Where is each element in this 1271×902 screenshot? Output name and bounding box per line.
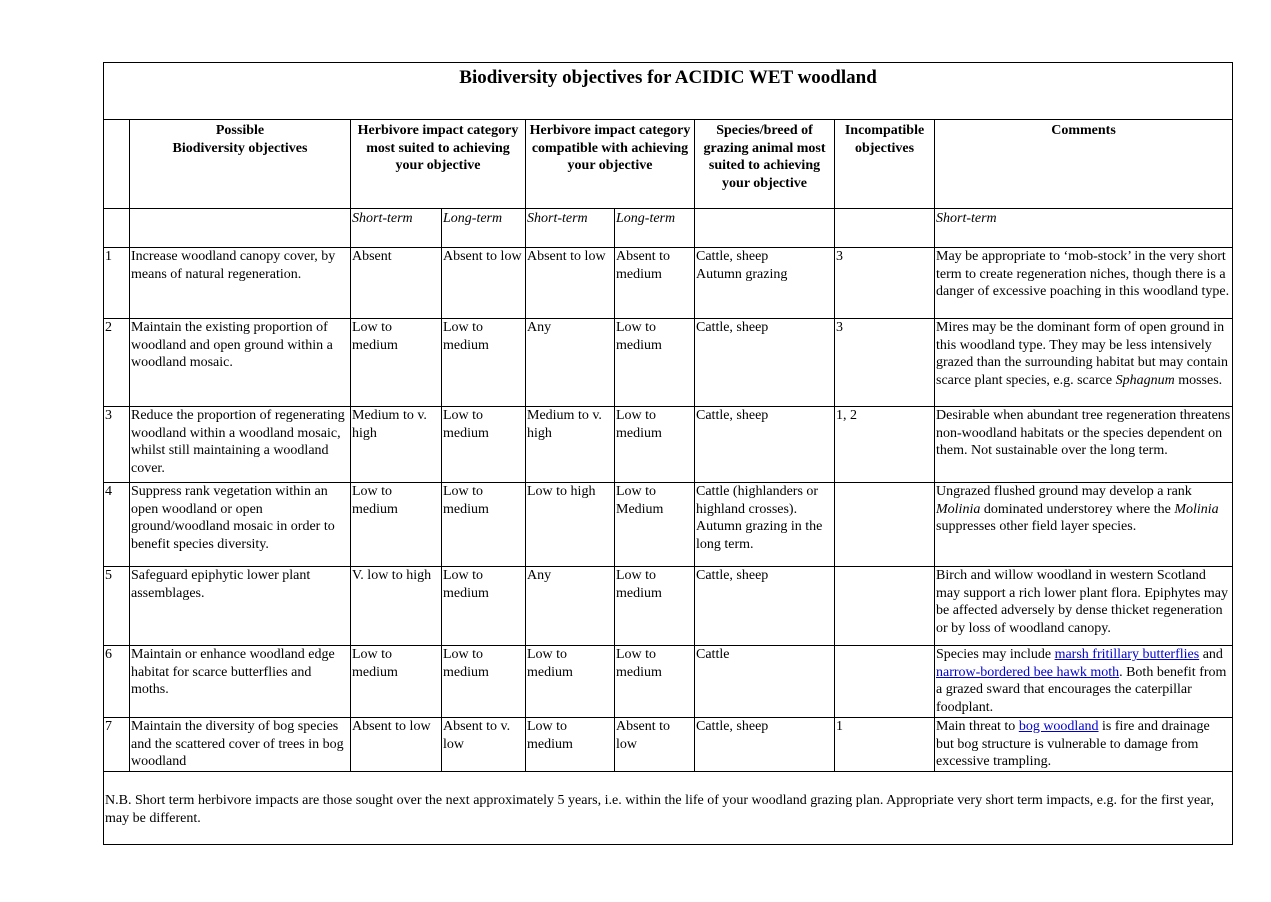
most-short-cell: Absent to low <box>351 718 442 772</box>
most-short-cell: V. low to high <box>351 567 442 646</box>
comment-cell: Birch and willow woodland in western Scotland may support a rich lower plant flora. Epiphytes may be affected adversely by dense thicket regeneration or by loss of woodland canopy. <box>935 567 1233 646</box>
comp-short-cell: Low to medium <box>526 646 615 718</box>
comment-cell: May be appropriate to ‘mob-stock’ in the very short term to create regeneration niches, though there is a danger of excessive poaching in this woodland type. <box>935 248 1233 319</box>
table-title: Biodiversity objectives for ACIDIC WET woodland <box>104 63 1233 120</box>
comment-cell <box>935 718 1233 772</box>
subheader-empty <box>695 209 835 248</box>
most-short-cell: Low to medium <box>351 483 442 567</box>
table-row <box>104 646 1233 718</box>
subheader-most-short: Short-term <box>351 209 442 248</box>
comment-text: suppresses other field layer species. <box>936 519 1137 535</box>
species-cell: Cattle <box>695 646 835 718</box>
species-cell: Cattle, sheep <box>695 319 835 407</box>
comp-short-cell: Any <box>526 319 615 407</box>
objective-cell: Suppress rank vegetation within an open woodland or open ground/woodland mosaic in order to benefit species diversity. <box>130 483 351 567</box>
comment-text: is fire and drainage but bog structure is vulnerable to damage from excessive trampling. <box>936 719 1210 770</box>
most-short-cell: Low to medium <box>351 319 442 407</box>
comment-cell <box>935 319 1233 407</box>
objective-cell: Maintain the diversity of bog species and the scattered cover of trees in bog woodland <box>130 718 351 772</box>
species-cell: Cattle, sheep <box>695 718 835 772</box>
incompatible-cell: 3 <box>835 248 935 319</box>
table-row <box>104 567 1233 646</box>
comment-cell <box>935 646 1233 718</box>
biodiversity-objectives-table <box>103 62 1233 845</box>
header-objectives-line1: Possible <box>215 123 265 138</box>
most-short-cell: Low to medium <box>351 646 442 718</box>
footnote: N.B. Short term herbivore impacts are those sought over the next approximately 5 years, i.e. within the life of your woodland grazing plan. Appropriate very short term impacts, e.g. for the first year, may be different. <box>104 772 1233 845</box>
table-row <box>104 248 1233 319</box>
objective-cell: Maintain or enhance woodland edge habitat for scarce butterflies and moths. <box>130 646 351 718</box>
comp-short-cell: Low to high <box>526 483 615 567</box>
comment-cell <box>935 483 1233 567</box>
header-objectives-line2: Biodiversity objectives <box>172 140 308 156</box>
comp-long-cell: Low to medium <box>615 319 695 407</box>
subheader-row <box>104 209 1233 248</box>
most-long-cell: Low to medium <box>442 483 526 567</box>
comment-text: . Both benefit from a grazed sward that encourages the caterpillar foodplant. <box>936 664 1227 715</box>
subheader-empty <box>130 209 351 248</box>
marsh-fritillary-link[interactable]: marsh fritillary butterflies <box>1054 647 1200 662</box>
species-cell: Cattle, sheep <box>695 567 835 646</box>
species-cell: Cattle (highlanders or highland crosses). Autumn grazing in the long term. <box>695 483 835 567</box>
row-number: 6 <box>104 646 130 718</box>
header-species: Species/breed of grazing animal most suited to achieving your objective <box>695 120 835 209</box>
bee-hawk-moth-link[interactable]: narrow-bordered bee hawk moth <box>936 664 1120 680</box>
incompatible-cell <box>835 567 935 646</box>
comp-short-cell: Medium to v. high <box>526 407 615 483</box>
species-cell: Cattle, sheep <box>695 407 835 483</box>
row-number: 4 <box>104 483 130 567</box>
most-short-cell: Medium to v. high <box>351 407 442 483</box>
comment-text: dominated understorey where the <box>980 501 1175 517</box>
incompatible-cell: 3 <box>835 319 935 407</box>
subheader-empty <box>104 209 130 248</box>
row-number: 3 <box>104 407 130 483</box>
most-long-cell: Low to medium <box>442 567 526 646</box>
subheader-comments-short: Short-term <box>935 209 1233 248</box>
row-number: 2 <box>104 319 130 407</box>
species-line: Autumn grazing <box>696 266 788 282</box>
subheader-comp-long: Long-term <box>615 209 695 248</box>
comment-text: Mires may be the dominant form of open ground in this woodland type. They may be less intensively grazed than the surrounding habitat but may contain scarce plant species, e.g. scarce <box>936 320 1228 388</box>
comp-long-cell: Absent to medium <box>615 248 695 319</box>
comp-long-cell: Low to Medium <box>615 483 695 567</box>
species-cell <box>695 248 835 319</box>
comp-long-cell: Low to medium <box>615 407 695 483</box>
document-page <box>103 62 1232 845</box>
most-short-cell: Absent <box>351 248 442 319</box>
subheader-comp-short: Short-term <box>526 209 615 248</box>
header-objectives <box>130 120 351 209</box>
table-row <box>104 483 1233 567</box>
most-long-cell: Absent to low <box>442 248 526 319</box>
header-number <box>104 120 130 209</box>
table-row <box>104 407 1233 483</box>
objective-cell: Reduce the proportion of regenerating woodland within a woodland mosaic, whilst still maintaining a woodland cover. <box>130 407 351 483</box>
most-long-cell: Low to medium <box>442 319 526 407</box>
row-number: 7 <box>104 718 130 772</box>
comment-italic-species: Molinia <box>936 501 981 517</box>
header-compatible: Herbivore impact category compatible with achieving your objective <box>526 120 695 209</box>
most-long-cell: Low to medium <box>442 646 526 718</box>
comment-text: Species may include <box>936 647 1055 662</box>
header-comments: Comments <box>935 120 1233 209</box>
header-incompatible: Incompatible objectives <box>835 120 935 209</box>
comment-italic-species: Molinia <box>1174 501 1219 517</box>
table-row <box>104 319 1233 407</box>
species-line: Cattle, sheep <box>696 249 769 264</box>
row-number: 5 <box>104 567 130 646</box>
comp-long-cell: Absent to low <box>615 718 695 772</box>
comment-text: Main threat to <box>936 719 1019 734</box>
comment-cell: Desirable when abundant tree regeneration threatens non-woodland habitats or the species dependent on them. Not sustainable over the long term. <box>935 407 1233 483</box>
row-number: 1 <box>104 248 130 319</box>
objective-cell: Increase woodland canopy cover, by means of natural regeneration. <box>130 248 351 319</box>
table-row <box>104 718 1233 772</box>
comp-long-cell: Low to medium <box>615 567 695 646</box>
comp-short-cell: Absent to low <box>526 248 615 319</box>
objective-cell: Maintain the existing proportion of woodland and open ground within a woodland mosaic. <box>130 319 351 407</box>
subheader-most-long: Long-term <box>442 209 526 248</box>
subheader-empty <box>835 209 935 248</box>
bog-woodland-link[interactable]: bog woodland <box>1018 719 1099 734</box>
most-long-cell: Absent to v. low <box>442 718 526 772</box>
comment-text: Ungrazed flushed ground may develop a rank <box>936 484 1192 499</box>
comp-short-cell: Low to medium <box>526 718 615 772</box>
most-long-cell: Low to medium <box>442 407 526 483</box>
comment-text: and <box>1199 647 1223 662</box>
comment-text: mosses. <box>1174 372 1223 388</box>
incompatible-cell: 1 <box>835 718 935 772</box>
incompatible-cell: 1, 2 <box>835 407 935 483</box>
incompatible-cell <box>835 483 935 567</box>
incompatible-cell <box>835 646 935 718</box>
header-most-suited: Herbivore impact category most suited to achieving your objective <box>351 120 526 209</box>
comp-short-cell: Any <box>526 567 615 646</box>
comment-italic-species: Sphagnum <box>1115 372 1175 388</box>
objective-cell: Safeguard epiphytic lower plant assemblages. <box>130 567 351 646</box>
comp-long-cell: Low to medium <box>615 646 695 718</box>
